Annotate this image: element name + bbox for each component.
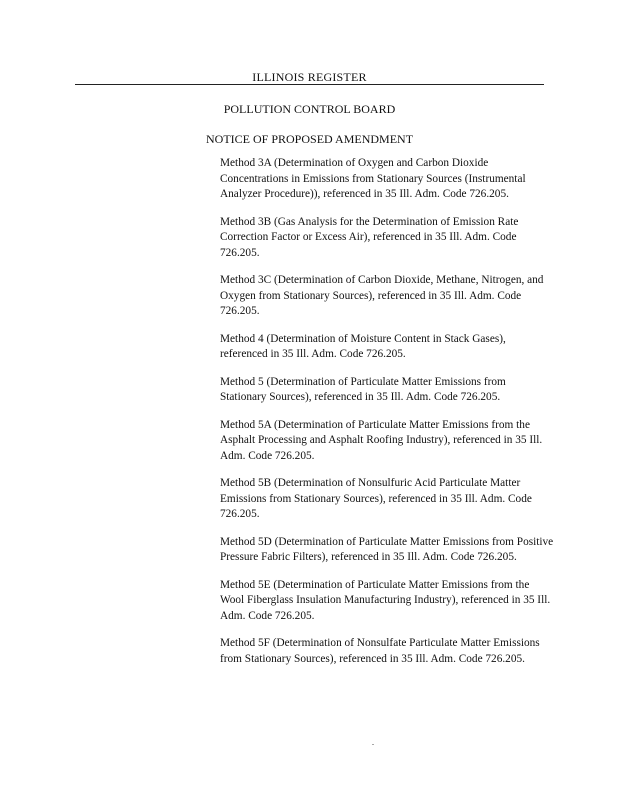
method-item: Method 5E (Determination of Particulate Matter Emissions from the Wool Fiberglass Insulation Manufacturing Industry), referenced in 35 Ill. Adm. Code 726.205. [220,578,551,622]
method-item: Method 5A (Determination of Particulate Matter Emissions from the Asphalt Processing and Asphalt Roofing Industry), referenced in 35 Ill. Adm. Code 726.205. [220,418,543,462]
method-item: Method 5D (Determination of Particulate Matter Emissions from Positive Pressure Fabric Filters), referenced in 35 Ill. Adm. Code 726.205. [220,535,554,563]
method-list [220,156,555,679]
footer-mark: . [372,738,374,747]
method-item: Method 5B (Determination of Nonsulfuric Acid Particulate Matter Emissions from Stationary Sources), referenced in 35 Ill. Adm. Code 726.205. [220,477,532,520]
method-item: Method 5F (Determination of Nonsulfate Particulate Matter Emissions from Stationary Sources), referenced in 35 Ill. Adm. Code 726.205. [220,637,540,665]
method-item: Method 5 (Determination of Particulate Matter Emissions from Stationary Sources), referenced in 35 Ill. Adm. Code 726.205. [220,375,506,403]
notice-title: NOTICE OF PROPOSED AMENDMENT [206,132,414,146]
board-title: POLLUTION CONTROL BOARD [223,102,396,116]
method-item: Method 4 (Determination of Moisture Content in Stack Gases), referenced in 35 Ill. Adm. Code 726.205. [220,332,506,360]
method-item: Method 3A (Determination of Oxygen and Carbon Dioxide Concentrations in Emissions from Stationary Sources (Instrumental Analyzer Procedure)), referenced in 35 Ill. Adm. Code 726.205. [220,157,526,200]
method-item: Method 3C (Determination of Carbon Dioxide, Methane, Nitrogen, and Oxygen from Stationary Sources), referenced in 35 Ill. Adm. Code 726.205. [220,274,544,317]
header-rule [75,84,544,85]
method-item: Method 3B (Gas Analysis for the Determination of Emission Rate Correction Factor or Excess Air), referenced in 35 Ill. Adm. Code 726.205. [220,215,519,259]
register-title: ILLINOIS REGISTER [252,70,367,84]
